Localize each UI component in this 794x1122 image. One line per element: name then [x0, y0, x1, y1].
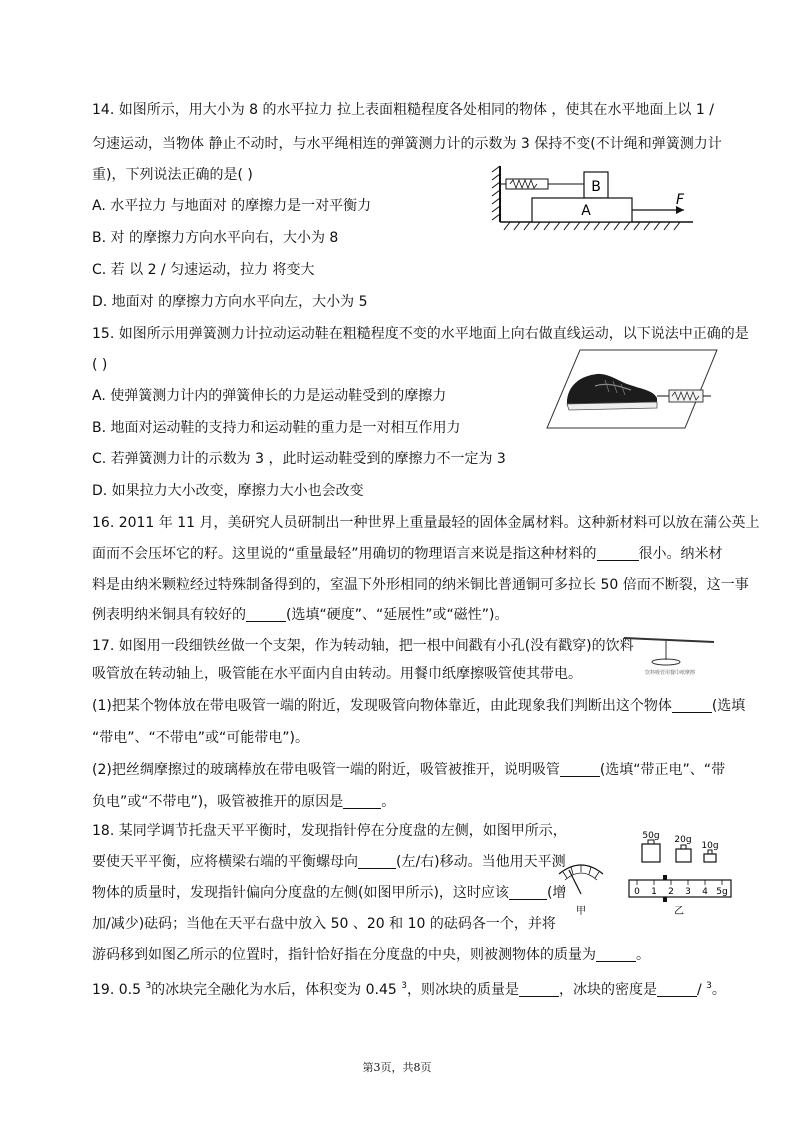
- q14-figure: [488, 160, 698, 232]
- spring-scale: [669, 390, 703, 402]
- q15-figure: [545, 346, 721, 432]
- q18-line-1: 18. 某同学调节托盘天平平衡时，发现指针停在分度盘的左侧，如图甲所示，: [92, 823, 567, 839]
- q14-line-2: 匀速运动，当物体 静止不动时，与水平绳相连的弹簧测力计的示数为 3 保持不变(不计绳和弹簧测力计: [92, 136, 722, 152]
- q16-line-4: 例表明纳米铜具有较好的 (选填“硬度”、“延展性”或“磁性”)。: [92, 607, 509, 623]
- q17-line-1: 17. 如图用一段细铁丝做一个支架，作为转动轴，把一根中间戳有小孔(没有戳穿)的饮料: [92, 638, 634, 654]
- answer-blank[interactable]: [560, 762, 600, 777]
- rider-scale-yi: [629, 875, 731, 917]
- q14-option-c: C. 若 以 2 / 匀速运动，拉力 将变大: [92, 262, 315, 278]
- svg-text:0: 0: [634, 887, 640, 897]
- q15-option-d: D. 如果拉力大小改变，摩擦力大小也会改变: [92, 483, 364, 499]
- q16-line-2: 面而不会压坏它的籽。这里说的“重量最轻”用确切的物理语言来说是指这种材料的 很小。纳米材: [92, 546, 723, 562]
- q14-option-d: D. 地面对 的摩擦力方向水平向左，大小为 5: [92, 294, 368, 310]
- q16-line-1: 16. 2011 年 11 月，美研究人员研制出一种世界上重量最轻的固体金属材料。这种新材料可以放在蒲公英上: [92, 515, 760, 531]
- q17-line-4: “带电”、“不带电”或“可能带电”)。: [92, 730, 309, 746]
- drinking-straw: [624, 638, 714, 642]
- answer-blank[interactable]: [672, 698, 712, 713]
- force-label: F: [676, 192, 685, 208]
- q17-line-5: (2)把丝绸摩擦过的玻璃棒放在带电吸管一端的附近，吸管被推开，说明吸管 (选填“带正电”、“带: [92, 762, 726, 778]
- svg-text:20g: 20g: [674, 835, 692, 845]
- svg-text:2: 2: [668, 887, 674, 897]
- q19-line-1: 19. 0.5 $^3$的冰块完全融化为水后，体积变为 0.45 $^3$，则冰块的质量是 ，冰块的密度是 / $^3$。: [92, 981, 726, 998]
- rider: [663, 875, 667, 880]
- dial-plate-jia: [559, 865, 603, 917]
- q14-line-3: 重)，下列说法正确的是( ): [92, 167, 253, 183]
- answer-blank[interactable]: [358, 854, 396, 869]
- svg-text:50g: 50g: [642, 831, 660, 841]
- block-a-label: A: [581, 203, 591, 219]
- answer-blank[interactable]: [509, 885, 547, 900]
- svg-text:10g: 10g: [701, 841, 719, 851]
- weight-10g: [701, 841, 718, 862]
- q15-line-2: ( ): [92, 357, 108, 373]
- svg-text:4: 4: [702, 887, 708, 897]
- block-b-label: B: [591, 179, 601, 195]
- answer-blank[interactable]: [597, 546, 639, 561]
- label-yi: 乙: [674, 906, 684, 917]
- q14-option-a: A. 水平拉力 与地面对 的摩擦力是一对平衡力: [92, 198, 372, 214]
- q17-figure: [620, 632, 720, 678]
- q15-option-b: B. 地面对运动鞋的支持力和运动鞋的重力是一对相互作用力: [92, 420, 461, 436]
- answer-blank-mass[interactable]: [519, 982, 559, 997]
- svg-text:1: 1: [651, 887, 657, 897]
- answer-blank-density[interactable]: [657, 982, 697, 997]
- q17-line-2: 吸管放在转动轴上，吸管能在水平面内自由转动。用餐巾纸摩擦吸管使其带电。: [92, 666, 582, 682]
- q15-line-1: 15. 如图所示用弹簧测力计拉动运动鞋在粗糙程度不变的水平地面上向右做直线运动，以下说法中正确的是: [92, 326, 749, 342]
- q16-line-3: 料是由纳米颗粒经过特殊制备得到的，室温下外形相同的纳米铜比普通铜可多拉长 50 倍而不断裂，这一事: [92, 577, 749, 593]
- weight-20g: [674, 835, 691, 862]
- q17-line-6: 负电”或“不带电”)，吸管被推开的原因是 。: [92, 794, 396, 810]
- q18-figure: [555, 828, 735, 920]
- answer-blank[interactable]: [596, 947, 636, 962]
- q18-line-4: 加/减少)砝码；当他在天平右盘中放入 50 、20 和 10 的砝码各一个，并将: [92, 916, 556, 932]
- q15-option-a: A. 使弹簧测力计内的弹簧伸长的力是运动鞋受到的摩擦力: [92, 388, 447, 404]
- q17-line-3: (1)把某个物体放在带电吸管一端的附近，发现吸管向物体靠近，由此现象我们判断出这个物体 (选填: [92, 698, 746, 714]
- figure-caption: 饮料吸管用餐巾纸摩擦: [644, 670, 696, 676]
- svg-text:3: 3: [685, 887, 691, 897]
- label-jia: 甲: [576, 906, 586, 917]
- q18-line-2: 要使天平平衡，应将横梁右端的平衡螺母向 (左/右)移动。当他用天平测: [92, 854, 566, 870]
- q15-option-c: C. 若弹簧测力计的示数为 3 ，此时运动鞋受到的摩擦力不一定为 3: [92, 451, 506, 467]
- weight-50g: [642, 831, 660, 862]
- q18-line-5: 游码移到如图乙所示的位置时，指针恰好指在分度盘的中央，则被测物体的质量为 。: [92, 947, 650, 963]
- q14-line-1: 14. 如图所示，用大小为 8 的水平拉力 拉上表面粗糙程度各处相同的物体 ，使其在水平地面上以 1 /: [92, 102, 714, 118]
- answer-blank[interactable]: [343, 794, 381, 809]
- page-number: 第3页，共8页: [362, 1061, 432, 1074]
- q18-line-3: 物体的质量时，发现指针偏向分度盘的左侧(如图甲所示)，这时应该 (增: [92, 885, 567, 901]
- svg-text:5g: 5g: [716, 887, 728, 897]
- answer-blank[interactable]: [246, 607, 286, 622]
- q14-option-b: B. 对 的摩擦力方向水平向右，大小为 8: [92, 230, 339, 246]
